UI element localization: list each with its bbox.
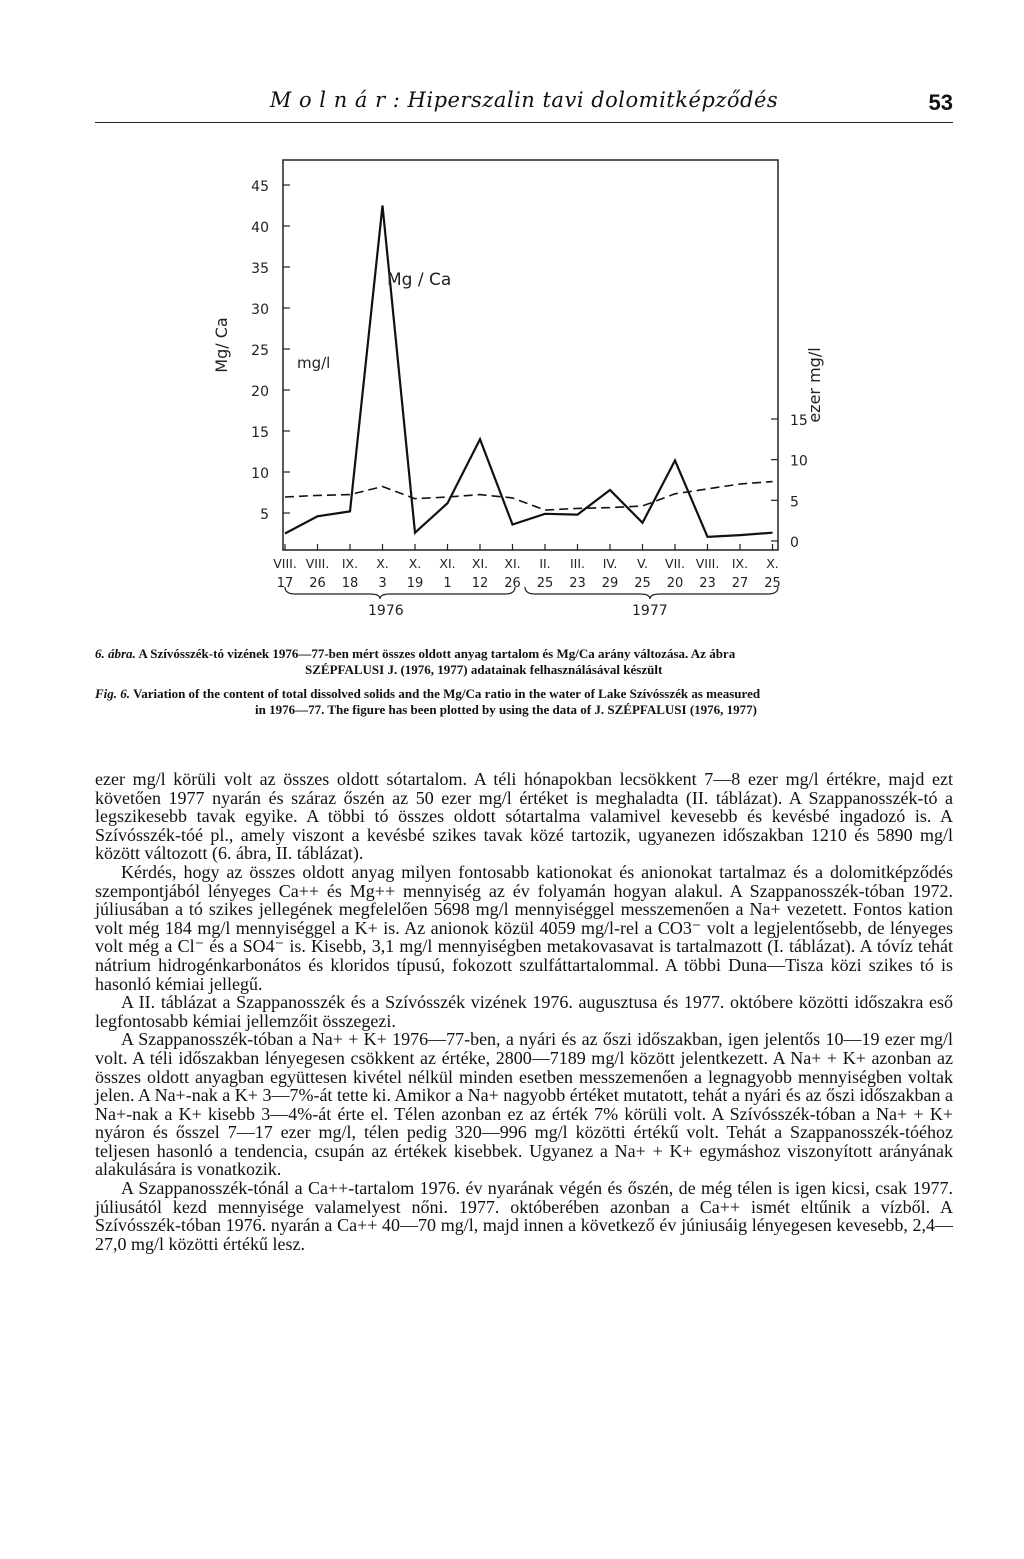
right-tick-label: 15	[790, 413, 808, 429]
left-tick-label: 30	[251, 302, 269, 318]
caption-hu-lead: 6. ábra.	[95, 646, 136, 661]
x-tick-month: III.	[569, 556, 586, 571]
plot-frame	[283, 160, 778, 550]
x-tick-day: 27	[731, 576, 749, 591]
left-tick-label: 25	[251, 343, 269, 359]
left-tick-label: 45	[251, 179, 269, 195]
x-tick-month: IV.	[602, 556, 618, 571]
x-tick-month: II.	[539, 556, 551, 571]
series-line-mg-ca	[285, 206, 773, 537]
caption-en-line2: in 1976—77. The figure has been plotted by using the data of J. SZÉPFALUSI (1976, 1977)	[255, 702, 758, 717]
x-tick-day: 3	[378, 576, 387, 591]
x-tick-day: 25	[536, 576, 554, 591]
x-tick-month: X.	[766, 556, 779, 571]
x-tick-day: 23	[569, 576, 586, 591]
x-tick-day: 29	[601, 576, 619, 591]
year-label-1976: 1976	[368, 603, 404, 619]
x-tick-month: IX.	[731, 556, 749, 571]
left-tick-label: 15	[251, 425, 269, 441]
x-tick-month: VIII.	[273, 556, 297, 571]
caption-en-lead: Fig. 6.	[95, 686, 131, 701]
caption-en-line1: Variation of the content of total dissolved solids and the Mg/Ca ratio in the water of Lake Szívósszék as measured	[133, 686, 761, 701]
paragraph: Kérdés, hogy az összes oldott anyag milyen fontosabb kationokat és anionokat tartalmaz és a dolomitképződés szempontjából lényeges Ca++ és Mg++ mennyiség az év folyamán hogyan alakul. A Szappanosszék-tóban 1972. júliusában a tó szikes jellegének megfelelően 5698 mg/l mennyiséggel messzemenően a Na+ vezetett. Fontos kation volt még 184 mg/l mennyiséggel a K+ is. Az anionok közül 4059 mg/l-rel a CO3⁻ volt a legjelentősebb, de lényeges volt még a Cl⁻ és a SO4⁻ is. Kisebb, 3,1 mg/l mennyiségben metakovasavat is tartalmazott (I. táblázat). A tóvíz tehát nátrium hidrogénkarbonátos és kloridos típusú, fokozott szulfáttartalommal. A többi Duna—Tisza közi szikes tó is hasonló kémiai jellegű.	[95, 861, 953, 994]
right-tick-label: 5	[790, 494, 799, 511]
x-tick-day: 25	[764, 576, 781, 591]
x-tick-month: IX.	[341, 556, 359, 571]
x-tick-month: X.	[408, 556, 422, 571]
caption-hu-line1: A Szívósszék-tó vizének 1976—77-ben mért összes oldott anyag tartalom és Mg/Ca arány változása. Az ábra	[138, 646, 736, 661]
left-tick-label: 20	[251, 384, 269, 400]
paragraph: A II. táblázat a Szappanosszék és a Szívósszék vizének 1976. augusztusa és 1977. októbere közötti időszakra eső legfontosabb kémiai jellemzőit összegezi.	[95, 992, 953, 1031]
left-tick-label: 40	[251, 220, 269, 236]
page-number: 53	[928, 90, 953, 115]
figure-6	[180, 140, 850, 630]
x-tick-day: 12	[471, 576, 489, 591]
right-tick-label: 0	[790, 534, 799, 551]
x-tick-day: 18	[341, 576, 359, 591]
caption-hu-line2: SZÉPFALUSI J. (1976, 1977) adatainak felhasználásával készült	[305, 662, 663, 677]
paragraph: A Szappanosszék-tóban a Na+ + K+ 1976—77-ben, a nyári és az őszi időszakban, igen jelentős 10—19 ezer mg/l volt. A téli időszakban lényegesen csökkent az értéke, 2800—7189 mg/l között jelentkezett. A Na+ + K+ azonban az összes oldott anyagban együttesen kivétel nélkül minden esetben messzemenően a legnagyobb mennyiségben voltak jelen. A Na+-nak a K+ 3—7%-át tette ki. Amikor a Na+ nagyobb értéket mutatott, tehát a nyári és az őszi időszakban a Na+-nak a K+ kisebb 3—4%-át érte el. Télen azonban ez az érték 7% körüli volt. A Szívósszék-tóban a Na+ + K+ nyáron és ősszel 7—17 ezer mg/l, télen pedig 320—996 mg/l közötti értékű volt. Tehát a Szappanosszék-tóéhoz teljesen hasonló a tendencia, csupán az értékek kisebbek. Ugyanez a Na+ + K+ egymáshoz viszonyított arányának alakulására is vonatkozik.	[95, 1029, 953, 1180]
x-tick-month: VII.	[665, 556, 685, 571]
x-tick-day: 1	[443, 576, 452, 591]
x-tick-month: XI.	[504, 556, 521, 571]
chart-svg	[180, 140, 850, 625]
body-text	[95, 770, 953, 1253]
series-label-tds: mg/l	[297, 354, 331, 372]
caption-english	[95, 686, 953, 718]
x-tick-month: V.	[637, 556, 648, 571]
x-tick-day: 17	[276, 576, 294, 591]
x-tick-month: VIII.	[695, 556, 720, 571]
x-tick-day: 25	[634, 576, 651, 591]
x-tick-day: 20	[666, 576, 684, 591]
x-tick-month: XI.	[471, 556, 489, 571]
left-tick-label: 5	[260, 507, 269, 523]
caption-hungarian	[95, 646, 953, 678]
running-title: M o l n á r : Hiperszalin tavi dolomitképződés	[269, 88, 779, 112]
paragraph: ezer mg/l körüli volt az összes oldott sótartalom. A téli hónapokban lecsökkent 7—8 ezer mg/l értékre, majd ezt követően 1977 nyarán és száraz őszén az 50 ezer mg/l értéket is meghaladta (II. táblázat). A Szappanosszék-tó a legszikesebb tavak egyike. A többi tó összes oldott sótartalma valamivel kevesebb és kevésbé ingadozó is. A Szívósszék-tóé pl., amely viszont a kevésbé szikes tavak közé tartozik, ugyanezen időszakban 1210 és 5890 mg/l között változott (6. ábra, II. táblázat).	[95, 769, 953, 864]
series-label-ratio: Mg / Ca	[387, 270, 452, 290]
x-tick-day: 26	[309, 576, 326, 591]
series-line-tds	[285, 482, 773, 511]
left-axis-label: Mg/ Ca	[212, 317, 231, 373]
x-tick-day: 23	[699, 576, 716, 591]
x-tick-month: X.	[376, 556, 389, 571]
x-tick-month: XI.	[439, 556, 456, 571]
right-axis-label: ezer mg/l	[805, 347, 824, 423]
x-tick-day: 19	[406, 576, 424, 591]
running-header	[95, 82, 953, 123]
x-tick-month: VIII.	[305, 556, 330, 571]
right-tick-label: 10	[790, 453, 808, 470]
year-label-1977: 1977	[632, 603, 668, 619]
left-tick-label: 10	[251, 466, 269, 482]
left-tick-label: 35	[251, 261, 269, 277]
x-tick-day: 26	[504, 576, 521, 591]
paragraph: A Szappanosszék-tónál a Ca++-tartalom 1976. év nyarának végén és őszén, de még télen is igen kicsi, csak 1977. júliusától kezd mennyisége valamelyest nőni. 1977. októberében azonban a Ca++ ismét eltűnik a vízből. A Szívósszék-tóban 1976. nyarán a Ca++ 40—70 mg/l, majd innen a következő év júniusáig lényegesen kevesebb, 2,4—27,0 mg/l közötti értékű lesz.	[95, 1178, 953, 1254]
